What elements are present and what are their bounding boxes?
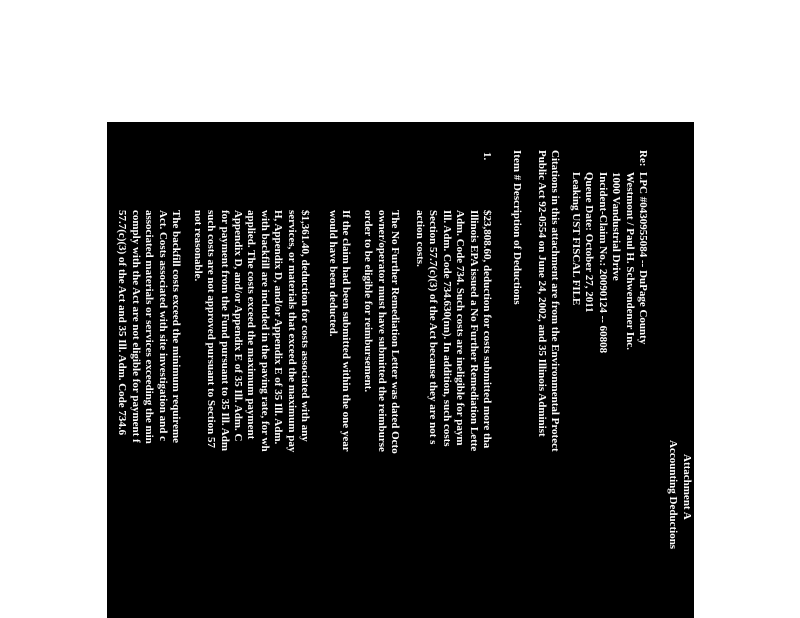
paragraph-line: The backfill costs exceed the minimum requireme bbox=[170, 210, 182, 444]
paragraph-line: Appendix D, and/or Appendix E of 35 Ill. Adm. C bbox=[232, 210, 245, 442]
citation-line: Public Act 92-0554 on June 24, 2002, and 35 Illinois Administ bbox=[535, 150, 548, 437]
item-paragraph bbox=[325, 210, 352, 452]
re-block bbox=[569, 172, 649, 353]
paragraph-line: applied. The costs exceed the maximum payment bbox=[245, 210, 258, 440]
paragraph-line: for payment from the Fund pursuant to 35 Ill. Adm bbox=[218, 210, 231, 452]
paragraph-line: services, or materials that exceed the maximum pay bbox=[285, 210, 298, 453]
paragraph-line: associated materials or services exceeding the min bbox=[143, 210, 156, 444]
citations-note bbox=[534, 150, 561, 452]
paragraph-line: Act. Costs associated with site investigation and c bbox=[156, 210, 169, 441]
paragraph-line: The No Further Remediation Letter was dated Octo bbox=[389, 210, 401, 454]
rotated-document bbox=[107, 122, 694, 618]
item-paragraph bbox=[361, 210, 401, 454]
re-line: Incident-Claim No.: 20090124 -- 60808 bbox=[596, 172, 609, 354]
re-line: LPC #0430955084 -- DuPage County bbox=[637, 172, 649, 345]
paragraph-line: comply with the Act are not eligible for payment f bbox=[129, 210, 142, 443]
paragraph-line: Illinois EPA issued a No Further Remediation Lette bbox=[467, 210, 480, 452]
item-paragraph bbox=[413, 210, 493, 451]
paragraph-line: action costs. bbox=[414, 210, 427, 267]
paragraph-line: $23,808.60, deduction for costs submitted more tha bbox=[481, 210, 493, 449]
paragraph-line: not reasonable. bbox=[191, 210, 204, 282]
paragraph-line: If the claim had been submitted within the one year bbox=[340, 210, 352, 452]
paragraph-line: would have been deducted. bbox=[326, 210, 339, 337]
re-line: Leaking UST FISCAL FILE bbox=[570, 172, 583, 306]
item-header: Item # Description of Deductions bbox=[511, 150, 523, 305]
scanned-page bbox=[107, 122, 694, 618]
paragraph-line: 57.7(c)(3) of the Act and 35 Ill. Adm. Code 734.6 bbox=[116, 210, 129, 436]
re-label: Re: bbox=[637, 150, 649, 167]
document-subtitle: Accounting Deductions bbox=[667, 440, 679, 550]
paragraph-line: H, Appendix D, and/or Appendix E of 35 Ill. Adm. bbox=[272, 210, 285, 445]
paragraph-line: owner/operator must have submitted the reimburse bbox=[375, 210, 388, 452]
paragraph-line: Ill. Adm. Code 734.630(nn). In addition, such costs bbox=[440, 210, 453, 447]
item-paragraph bbox=[115, 210, 182, 444]
item-paragraph bbox=[190, 210, 311, 452]
re-line: Queue Date: October 27, 2011 bbox=[583, 172, 596, 313]
item-number: 1. bbox=[481, 152, 493, 161]
re-line: 1000 Vandustrial Drive bbox=[610, 172, 623, 281]
paragraph-line: $1,361.40, deduction for costs associated with any bbox=[299, 210, 311, 442]
paragraph-line: with backfill are included in the paving rate, for wh bbox=[258, 210, 271, 452]
paragraph-line: such costs are not approved pursuant to Section 57 bbox=[205, 210, 218, 448]
paragraph-line: Adm. Code 734. Such costs are ineligible for paym bbox=[454, 210, 467, 446]
paragraph-line: order to be eligible for reimbursement. bbox=[362, 210, 375, 393]
re-line: Westmont / Paul H. Schwendener Inc. bbox=[623, 172, 636, 350]
citation-line: Citations in this attachment are from the Environmental Protect bbox=[549, 150, 561, 452]
document-title: Attachment A bbox=[681, 454, 693, 520]
paragraph-line: Section 57.7(c)(3) of the Act because they are not s bbox=[427, 210, 440, 445]
